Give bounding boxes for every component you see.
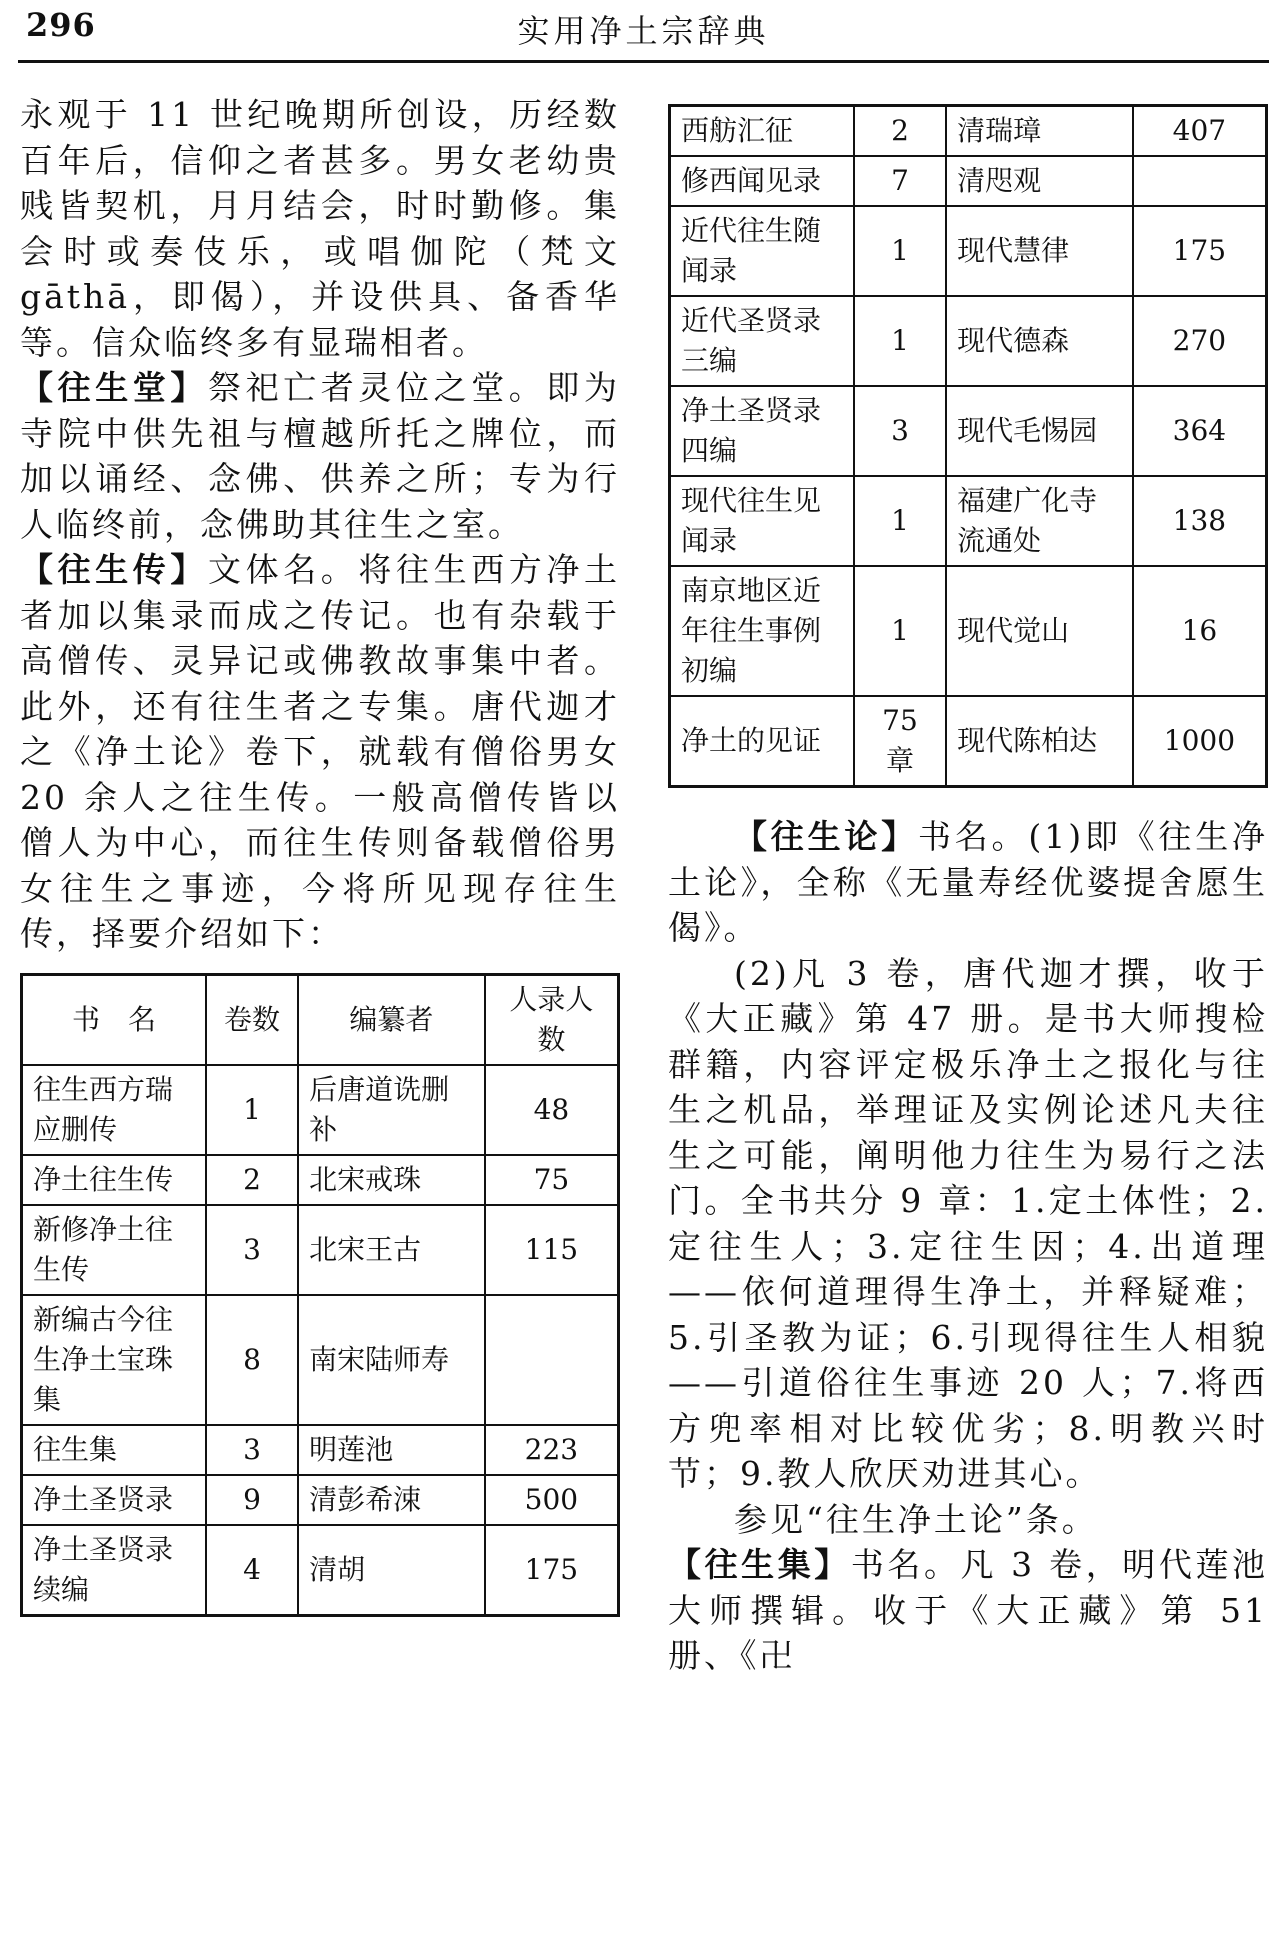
cell-editor: 福建广化寺流通处: [946, 476, 1133, 566]
cell-count: [485, 1295, 619, 1425]
cell-volumes: 1: [854, 206, 946, 296]
entry-heading: 【往生集】: [668, 1545, 851, 1584]
cell-count: 364: [1133, 386, 1267, 476]
table-row: [670, 156, 1267, 206]
cell-name: 净土圣贤录四编: [670, 386, 854, 476]
cell-editor: 清瑞璋: [946, 106, 1133, 157]
cell-name: 近代往生随闻录: [670, 206, 854, 296]
cell-volumes: 75 章: [854, 696, 946, 787]
left-column: [20, 92, 620, 1617]
table-row: [22, 1525, 619, 1616]
cell-editor: 清胡: [298, 1525, 485, 1616]
cell-volumes: 1: [854, 296, 946, 386]
cell-volumes: 3: [206, 1205, 298, 1295]
cell-name: 往生集: [22, 1425, 206, 1475]
cell-volumes: 9: [206, 1475, 298, 1525]
cell-name: 现代往生见闻录: [670, 476, 854, 566]
cell-volumes: 3: [854, 386, 946, 476]
cell-editor: 现代慧律: [946, 206, 1133, 296]
entry-wangshengtang: [20, 365, 620, 547]
cell-editor: 现代毛惕园: [946, 386, 1133, 476]
cell-name: 净土圣贤录: [22, 1475, 206, 1525]
cell-volumes: 7: [854, 156, 946, 206]
cell-count: 138: [1133, 476, 1267, 566]
entry-wangshengzhuan: [20, 547, 620, 957]
cell-editor: 北宋戒珠: [298, 1155, 485, 1205]
right-column: [668, 104, 1268, 1679]
table-row: [670, 206, 1267, 296]
cell-volumes: 1: [854, 566, 946, 696]
table-row: [22, 1205, 619, 1295]
header-count: 人录人数: [485, 974, 619, 1065]
table-row: [22, 1065, 619, 1155]
cell-name: 往生西方瑞应删传: [22, 1065, 206, 1155]
cell-editor: 后唐道诜删补: [298, 1065, 485, 1155]
cell-editor: 现代陈柏达: [946, 696, 1133, 787]
cell-volumes: 3: [206, 1425, 298, 1475]
table-row: [670, 296, 1267, 386]
cell-name: 净土圣贤录续编: [22, 1525, 206, 1616]
intro-paragraph: 永观于 11 世纪晚期所创设，历经数百年后，信仰之者甚多。男女老幼贵贱皆契机，月月结会，时时勤修。集会时或奏伎乐，或唱伽陀（梵文 gāthā，即偈），并设供具、备香华等。信众临终多有显瑞相者。: [20, 95, 620, 362]
cell-name: 新修净土往生传: [22, 1205, 206, 1295]
cell-name: 新编古今往生净土宝珠集: [22, 1295, 206, 1425]
header-volumes: 卷数: [206, 974, 298, 1065]
entry-body: 文体名。将往生西方净土者加以集录而成之传记。也有杂载于高僧传、灵异记或佛教故事集中者。此外，还有往生者之专集。唐代迦才之《净土论》卷下，就载有僧俗男女 20 余人之往生传。一般高僧传皆以僧人为中心，而往生传则备载僧俗男女往生之事迹，今将所见现存往生传，择要介绍如下：: [20, 550, 621, 953]
entry-heading: 【往生堂】: [20, 368, 208, 407]
cell-volumes: 2: [206, 1155, 298, 1205]
cell-count: 175: [485, 1525, 619, 1616]
cell-editor: 现代德森: [946, 296, 1133, 386]
cell-count: 75: [485, 1155, 619, 1205]
cell-volumes: 2: [854, 106, 946, 157]
entry-body: 书名。(1)即《往生净土论》，全称《无量寿经优婆提舍愿生偈》。: [668, 817, 1269, 947]
cell-count: 16: [1133, 566, 1267, 696]
biography-table-part1: [20, 973, 620, 1617]
entry-body: 祭祀亡者灵位之堂。即为寺院中供先祖与檀越所托之牌位，而加以诵经、念佛、供养之所；专为行人临终前，念佛助其往生之室。: [20, 368, 621, 544]
cell-count: 270: [1133, 296, 1267, 386]
cell-editor: 清咫观: [946, 156, 1133, 206]
table-row: [670, 566, 1267, 696]
entry-heading: 【往生论】: [734, 817, 918, 856]
cell-name: 南京地区近年往生事例初编: [670, 566, 854, 696]
entry-body: 书名。凡 3 卷，明代莲池大师撰辑。收于《大正藏》第 51 册、《卍: [668, 1545, 1269, 1675]
cell-editor: 北宋王古: [298, 1205, 485, 1295]
cell-count: 223: [485, 1425, 619, 1475]
header-rule: [18, 60, 1269, 63]
cell-count: 175: [1133, 206, 1267, 296]
cell-editor: 明莲池: [298, 1425, 485, 1475]
table-row: [670, 106, 1267, 157]
cell-editor: 清彭希涑: [298, 1475, 485, 1525]
table-header-row: [22, 974, 619, 1065]
cell-editor: 现代觉山: [946, 566, 1133, 696]
cell-count: 500: [485, 1475, 619, 1525]
cell-volumes: 1: [854, 476, 946, 566]
cell-name: 修西闻见录: [670, 156, 854, 206]
entry-wangshengji: [668, 1542, 1268, 1679]
entry-cross-reference: 参见“往生净土论”条。: [734, 1499, 1098, 1539]
cell-count: 48: [485, 1065, 619, 1155]
cell-volumes: 8: [206, 1295, 298, 1425]
cell-name: 西舫汇征: [670, 106, 854, 157]
table-row: [22, 1295, 619, 1425]
table-row: [22, 1425, 619, 1475]
table-row: [670, 696, 1267, 787]
page-number: 296: [26, 6, 96, 44]
cell-count: [1133, 156, 1267, 206]
cell-name: 近代圣贤录三编: [670, 296, 854, 386]
running-title: 实用净土宗辞典: [517, 12, 770, 50]
cell-name: 净土往生传: [22, 1155, 206, 1205]
cell-count: 115: [485, 1205, 619, 1295]
cell-editor: 南宋陆师寿: [298, 1295, 485, 1425]
entry-wangshenglun: [668, 814, 1268, 951]
cell-volumes: 1: [206, 1065, 298, 1155]
header-editor: 编纂者: [298, 974, 485, 1065]
header-name: 书 名: [22, 974, 206, 1065]
cell-count: 1000: [1133, 696, 1267, 787]
entry-heading: 【往生传】: [20, 550, 208, 589]
table-row: [670, 476, 1267, 566]
table-row: [670, 386, 1267, 476]
biography-table-part2: [668, 104, 1268, 788]
table-row: [22, 1155, 619, 1205]
entry-wangshenglun-p2: (2)凡 3 卷，唐代迦才撰，收于《大正藏》第 47 册。是书大师搜检群籍，内容评定极乐净土之报化与往生之机品，举理证及实例论述凡夫往生之可能，阐明他力往生为易行之法门。全书共分 9 章：1.定土体性；2.定往生人；3.定往生因；4.出道理——依何道理得生净土，并释疑难；5.引圣教为证；6.引现得往生人相貌——引道俗往生事迹 20 人；7.将西方兜率相对比较优劣；8.明教兴时节；9.教人欣厌劝进其心。: [668, 953, 1268, 1493]
cell-volumes: 4: [206, 1525, 298, 1616]
cell-count: 407: [1133, 106, 1267, 157]
table-row: [22, 1475, 619, 1525]
cell-name: 净土的见证: [670, 696, 854, 787]
